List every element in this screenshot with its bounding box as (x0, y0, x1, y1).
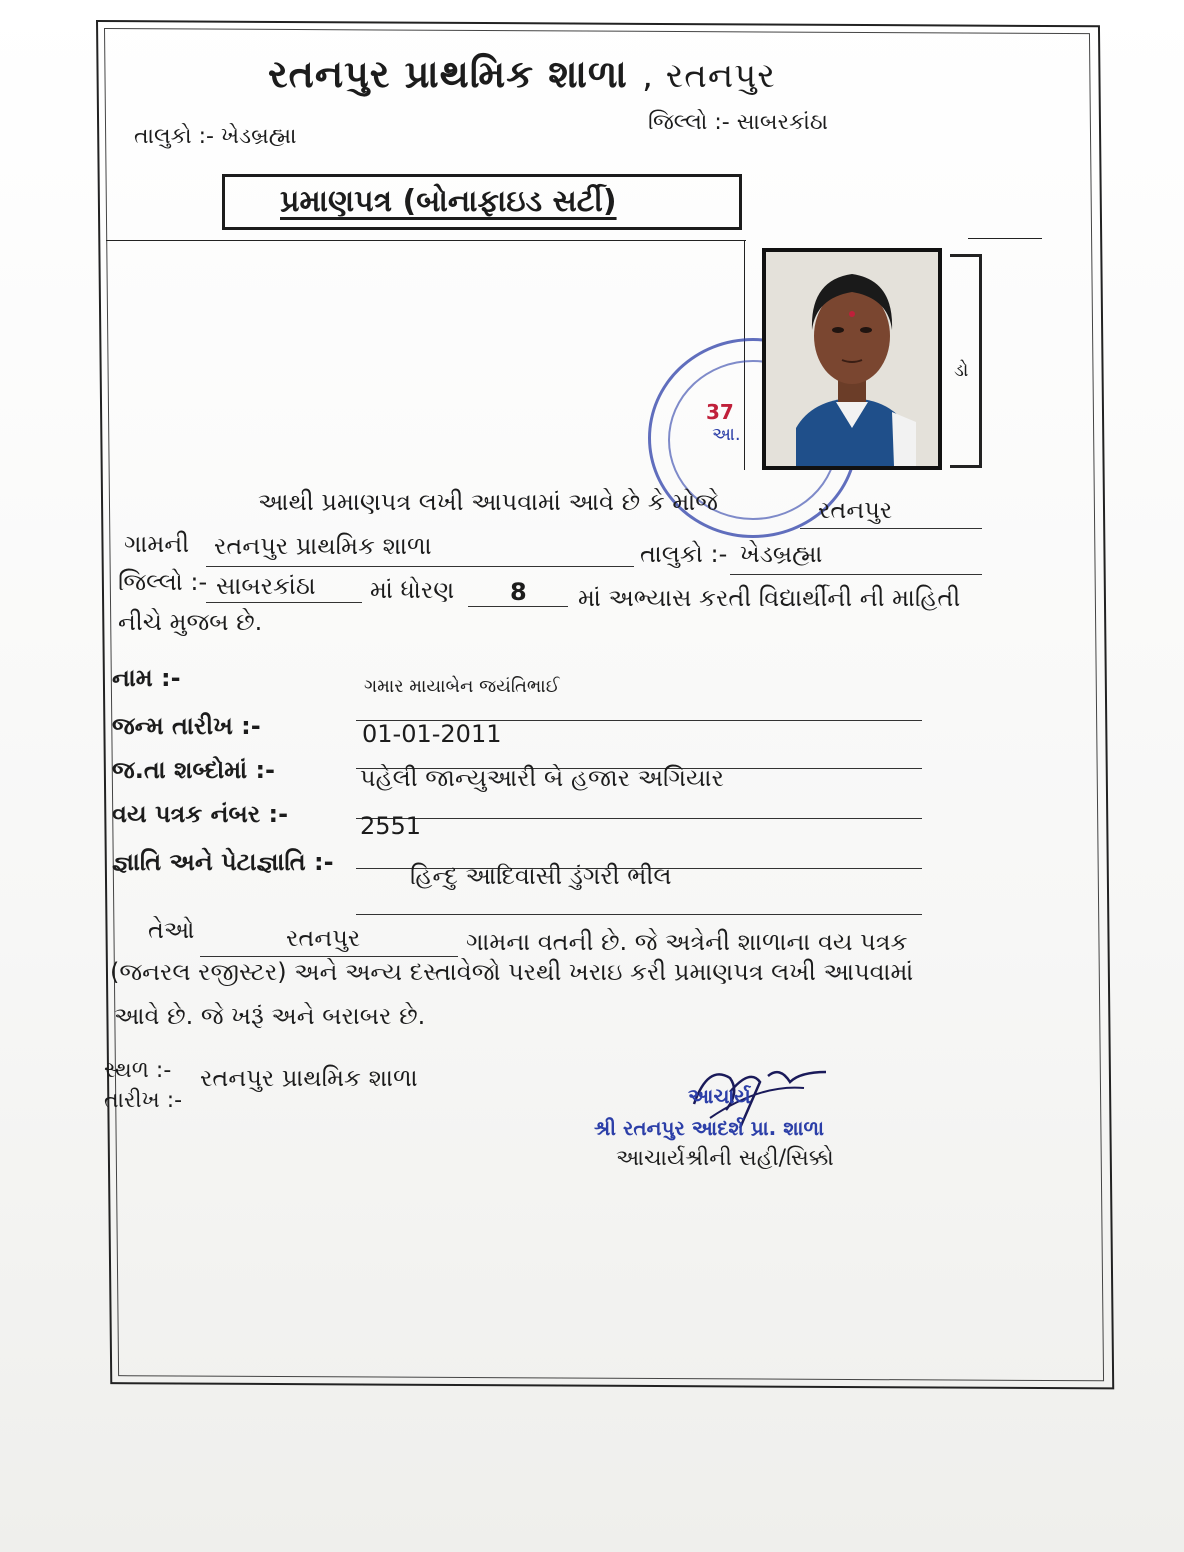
seal-school-name: શ્રી રતનપુર આદર્શ પ્રા. શાળા (594, 1116, 825, 1140)
intro-district-value: સાબરકાંઠા (216, 572, 316, 600)
intro-taluka-value: ખેડબ્રહ્મા (740, 540, 823, 568)
intro-line3-suffix: માં અભ્યાસ કરતી વિદ્યાર્થીની ની માહિતી (578, 584, 961, 612)
student-photo-image (766, 252, 938, 466)
intro-std-label: માં ધોરણ (370, 576, 455, 604)
intro-line4: નીચે મુજબ છે. (118, 608, 263, 636)
place-value: રતનપુર પ્રાથમિક શાળા (200, 1064, 418, 1092)
school-name: રતનપુર પ્રાથમિક શાળા (268, 52, 628, 96)
intro-line1: આથી પ્રમાણપત્ર લખી આપવામાં આવે છે કે મોજે (258, 488, 718, 516)
dob-words-value: પહેલી જાન્યુઆરી બે હજાર અગિયાર (360, 764, 724, 792)
name-value: ગમાર માયાબેન જયંતિભાઈ (364, 676, 560, 697)
header-district: જિલ્લો :- સાબરકાંઠા (648, 110, 829, 135)
closing-teo-label: તેઓ (148, 916, 195, 944)
intro-taluka-label: તાલુકો :- (640, 540, 728, 568)
underline-taluka (730, 574, 982, 575)
name-label: નામ :- (112, 664, 181, 692)
divider-line-right (968, 238, 1042, 239)
closing-village-value: રતનપુર (286, 924, 361, 952)
certificate-title: પ્રમાણપત્ર (બોનાફાઇડ સર્ટી) (280, 184, 617, 219)
stamp-text-left: આ. (712, 424, 741, 445)
student-photo (762, 248, 942, 470)
intro-village-value: રતનપુર (818, 496, 893, 524)
photo-side-text: ડો (954, 360, 969, 381)
school-title (268, 52, 776, 97)
header-taluka: તાલુકો :- ખેડબ્રહ્મા (134, 124, 297, 149)
caste-label: જ્ઞાતિ અને પેટાજ્ઞાતિ :- (112, 848, 334, 876)
underline-dob-words (356, 818, 922, 819)
dob-value: 01-01-2011 (362, 720, 502, 748)
register-number-value: 2551 (360, 812, 422, 840)
intro-district-label: જિલ્લો :- (118, 568, 208, 596)
underline-closing-village (200, 956, 458, 957)
divider-line (106, 240, 746, 241)
intro-std-value: 8 (510, 578, 527, 606)
underline-school (206, 566, 634, 567)
place-label: સ્થળ :- (104, 1058, 172, 1083)
underline-caste (356, 914, 922, 915)
closing-line3: આવે છે. જે ખરૂં અને બરાબર છે. (114, 1002, 426, 1030)
caste-value: હિન્દુ આદિવાસી ડુંગરી ભીલ (410, 862, 672, 890)
underline-district (206, 602, 362, 603)
dob-label: જન્મ તારીખ :- (112, 712, 261, 740)
seal-title: આચાર્ય (688, 1084, 751, 1108)
dob-words-label: જ.તા શબ્દોમાં :- (112, 756, 276, 784)
closing-line2: (જનરલ રજીસ્ટર) અને અન્ય દસ્તાવેજો પરથી ખરાઇ કરી પ્રમાણપત્ર લખી આપવામાં (110, 958, 914, 986)
signature-caption: આચાર્યશ્રીની સહી/સિક્કો (616, 1146, 834, 1171)
underline-village (800, 528, 982, 529)
register-number-label: વય પત્રક નંબર :- (112, 800, 289, 828)
gaamni-label: ગામની (124, 530, 190, 558)
underline-std (468, 606, 568, 607)
intro-school-value: રતનપુર પ્રાથમિક શાળા (214, 532, 432, 560)
closing-line1-suffix: ગામના વતની છે. જે અત્રેની શાળાના વય પત્રક (466, 928, 908, 956)
school-place: , રતનપુર (642, 56, 776, 96)
stamp-number: 37 (706, 400, 734, 424)
date-label: તારીખ :- (104, 1088, 183, 1113)
